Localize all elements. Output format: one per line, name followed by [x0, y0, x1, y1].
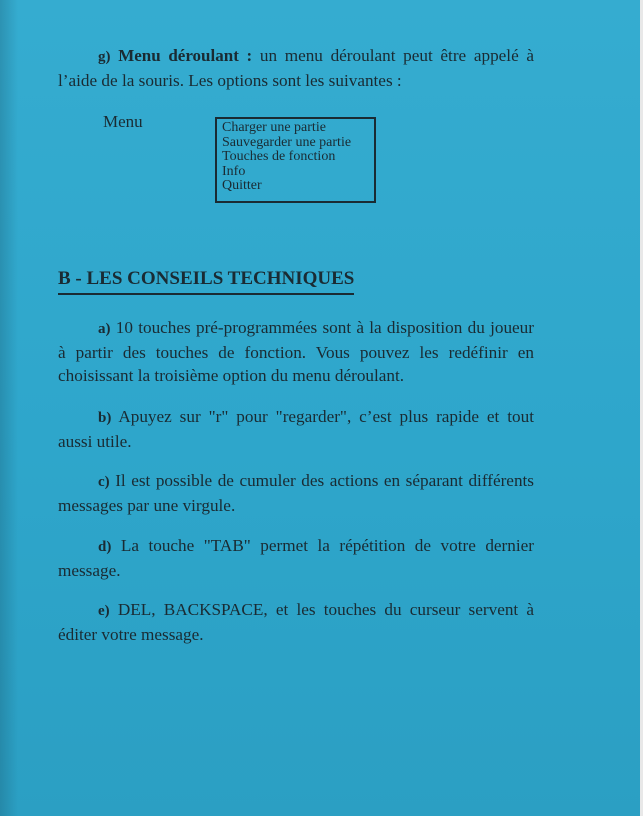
menu-item-load: Charger une partie [222, 120, 326, 135]
tip-a [58, 316, 534, 387]
menu-paragraph-text: un menu déroulant peut être appelé à l’aide de la souris. Les options sont les suivantes : [58, 46, 535, 90]
tip-d-marker: d) [98, 539, 112, 555]
tip-a-text: 10 touches pré-programmées sont à la disposition du joueur à partir des touches de fonction. Vous pouvez les redéfinir en choisissant la troisième option du menu déroulant. [58, 318, 534, 385]
tip-e [58, 598, 534, 646]
tip-a-marker: a) [98, 321, 111, 337]
tip-c-text: Il est possible de cumuler des actions en séparant différents messages par une virgule. [58, 471, 534, 515]
tip-d [58, 534, 534, 582]
menu-item-save: Sauvegarder une partie [222, 134, 352, 150]
menu-caption: Menu [103, 112, 143, 131]
menu-paragraph-marker: g) [98, 49, 111, 65]
menu-paragraph-title: Menu déroulant : [118, 46, 253, 65]
menu-item-function-keys: Touches de fonction [222, 149, 336, 165]
menu-paragraph [58, 44, 534, 92]
tip-c [58, 469, 534, 517]
tip-c-marker: c) [98, 474, 110, 490]
menu-item-info: Info [222, 163, 246, 179]
tip-e-marker: e) [98, 603, 110, 619]
dropdown-menu-illustration [215, 117, 376, 203]
page-shadow-left [0, 0, 18, 816]
section-title: B - LES CONSEILS TECHNIQUES [58, 268, 354, 295]
tip-d-text: La touche "TAB" permet la répétition de votre dernier message. [58, 536, 534, 580]
tip-b [58, 405, 534, 453]
tip-b-marker: b) [98, 410, 112, 426]
menu-item-quit: Quitter [222, 178, 262, 194]
tip-b-text: Apuyez sur "r" pour "regarder", c’est plus rapide et tout aussi utile. [58, 407, 534, 451]
tip-e-text: DEL, BACKSPACE, et les touches du curseur servent à éditer votre message. [58, 600, 534, 644]
